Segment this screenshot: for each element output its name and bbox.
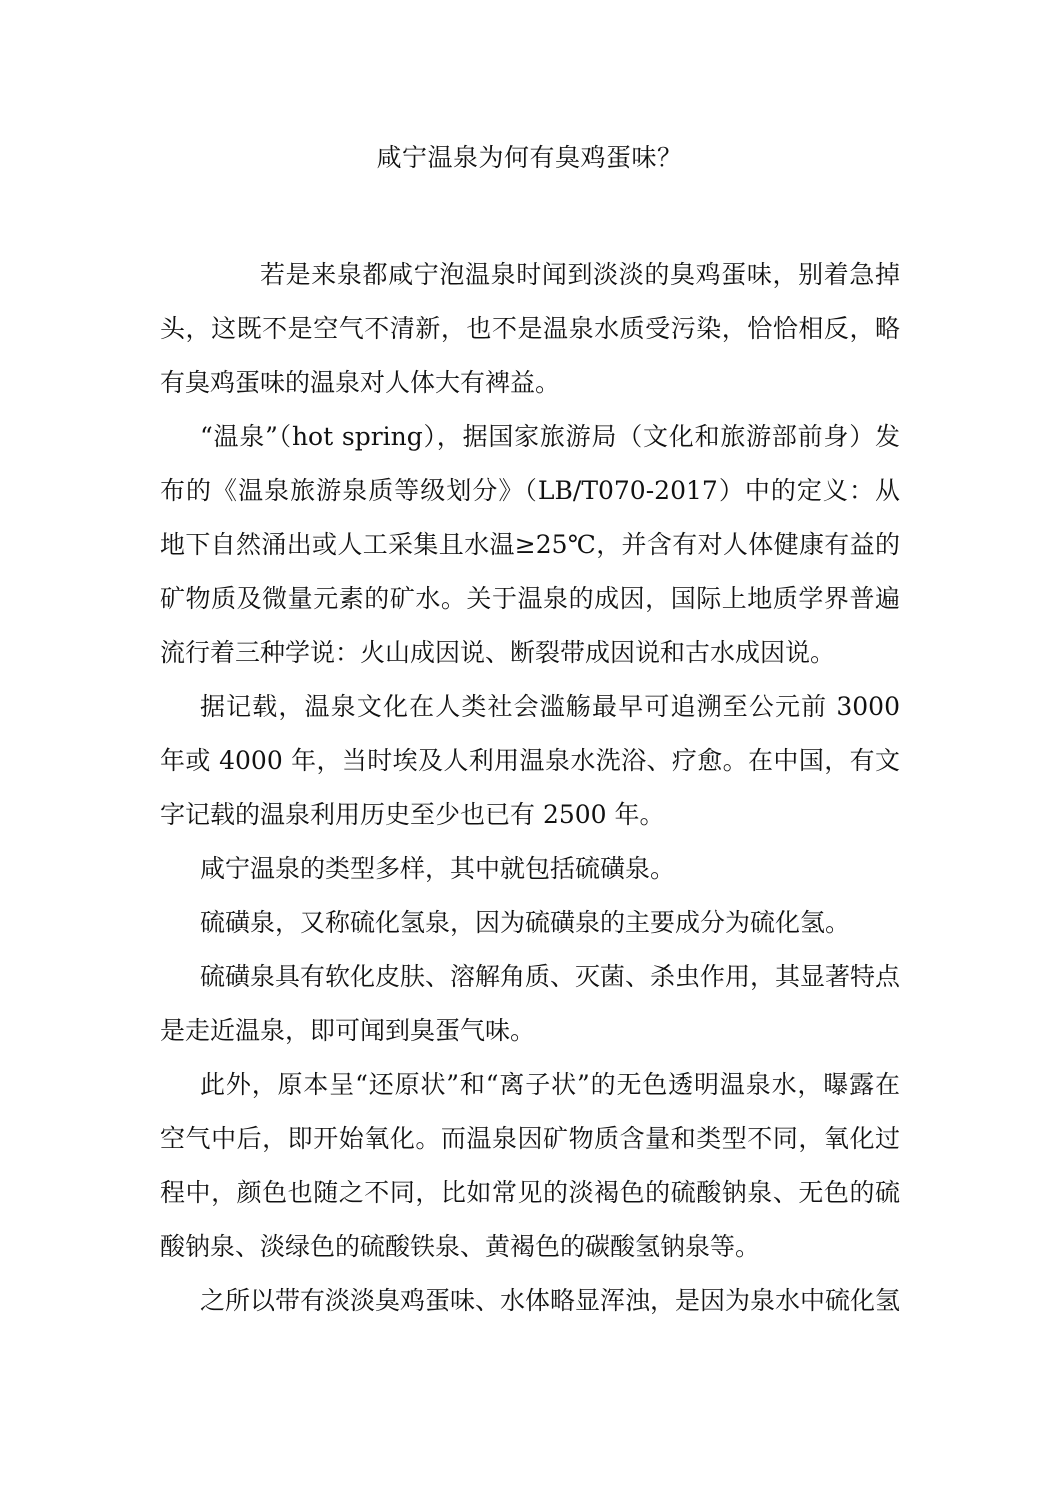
paragraph-reason: 之所以带有淡淡臭鸡蛋味、水体略显浑浊，是因为泉水中硫化氢 xyxy=(200,1286,901,1315)
paragraph-intro: 若是来泉都咸宁泡温泉时闻到淡淡的臭鸡蛋味，别着急掉头，这既不是空气不清新，也不是温泉水质受污染，恰恰相反，略有臭鸡蛋味的温泉对人体大有裨益。 xyxy=(160,260,900,397)
article-body xyxy=(160,248,900,1328)
paragraph-history: 据记载，温泉文化在人类社会滥觞最早可追溯至公元前 3000 年或 4000 年，当时埃及人利用温泉水洗浴、疗愈。在中国，有文字记载的温泉利用历史至少也已有 2500 年。 xyxy=(160,692,900,829)
page-title: 咸宁温泉为何有臭鸡蛋味？ xyxy=(376,143,683,172)
paragraph-definition: “温泉”（hot spring），据国家旅游局（文化和旅游部前身）发布的《温泉旅游泉质等级划分》（LB/T070-2017）中的定义：从地下自然涌出或人工采集且水温≥25℃，并含有对人体健康有益的矿物质及微量元素的矿水。关于温泉的成因，国际上地质学界普遍流行着三种学说：火山成因说、断裂带成因说和古水成因说。 xyxy=(160,422,900,667)
paragraph-sulfur-spring: 硫磺泉，又称硫化氢泉，因为硫磺泉的主要成分为硫化氢。 xyxy=(200,908,851,937)
paragraph-effects: 硫磺泉具有软化皮肤、溶解角质、灭菌、杀虫作用，其显著特点是走近温泉，即可闻到臭蛋气味。 xyxy=(160,962,901,1045)
paragraph-oxidation: 此外，原本呈“还原状”和“离子状”的无色透明温泉水，曝露在空气中后，即开始氧化。而温泉因矿物质含量和类型不同，氧化过程中，颜色也随之不同，比如常见的淡褐色的硫酸钠泉、无色的硫酸钠泉、淡绿色的硫酸铁泉、黄褐色的碳酸氢钠泉等。 xyxy=(160,1070,900,1261)
paragraph-types: 咸宁温泉的类型多样，其中就包括硫磺泉。 xyxy=(200,854,676,883)
